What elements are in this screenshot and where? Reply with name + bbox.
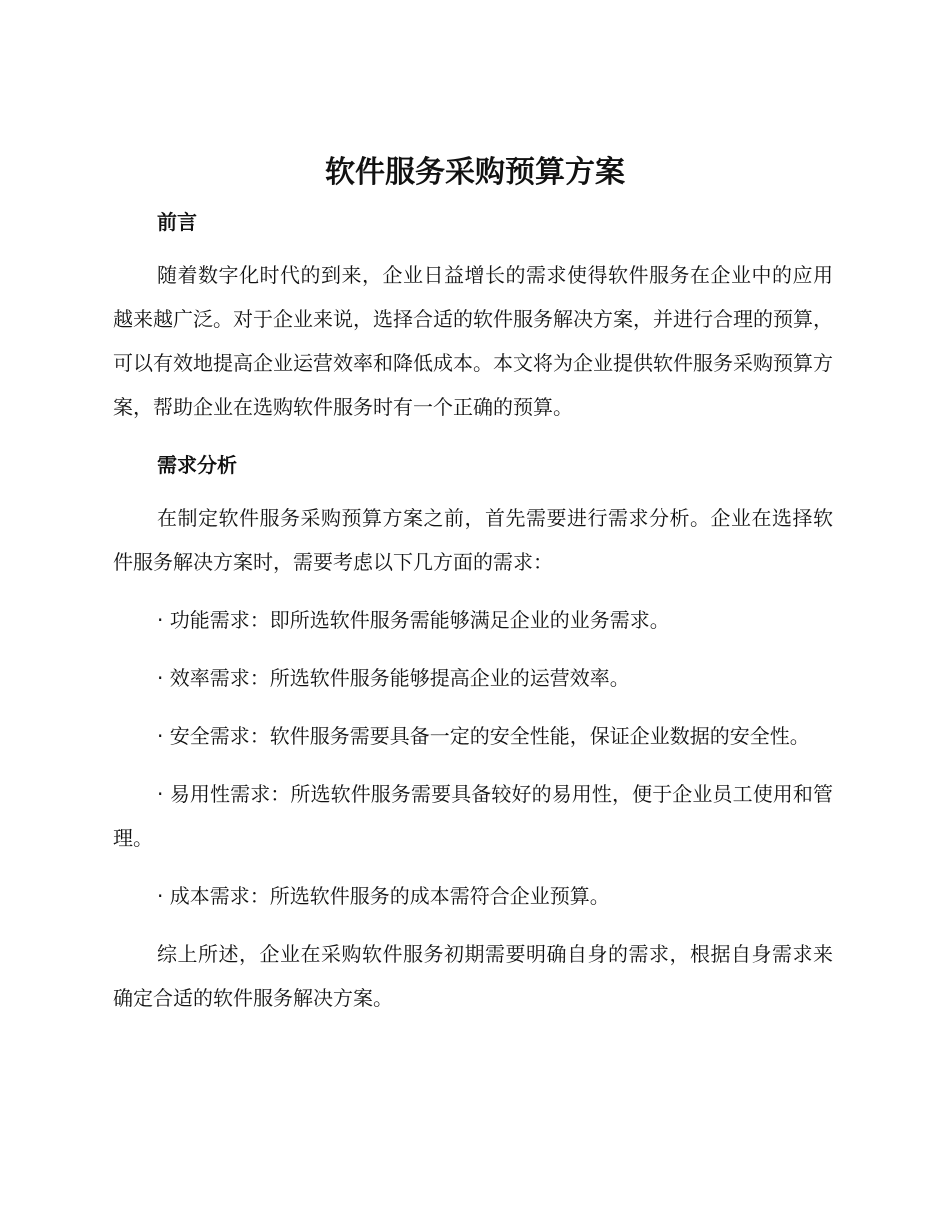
paragraph: 在制定软件服务采购预算方案之前，首先需要进行需求分析。企业在选择软件服务解决方案时，需要考虑以下几方面的需求： <box>113 506 833 574</box>
bullet-item: · 功能需求：即所选软件服务需能够满足企业的业务需求。 <box>157 608 670 632</box>
section-heading-preface: 前言 <box>157 210 197 234</box>
document-title: 软件服务采购预算方案 <box>325 155 625 190</box>
bullet-item: · 安全需求：软件服务需要具备一定的安全性能，保证企业数据的安全性。 <box>157 724 810 748</box>
bullet-item: · 成本需求：所选软件服务的成本需符合企业预算。 <box>157 884 610 908</box>
bullet-item: · 易用性需求：所选软件服务需要具备较好的易用性，便于企业员工使用和管理。 <box>113 782 833 850</box>
document-body <box>113 200 833 1034</box>
paragraph: 综上所述，企业在采购软件服务初期需要明确自身的需求，根据自身需求来确定合适的软件服务解决方案。 <box>113 942 833 1010</box>
bullet-item: · 效率需求：所选软件服务能够提高企业的运营效率。 <box>157 666 630 690</box>
section-heading-needs-analysis: 需求分析 <box>157 453 237 477</box>
paragraph: 随着数字化时代的到来，企业日益增长的需求使得软件服务在企业中的应用越来越广泛。对于企业来说，选择合适的软件服务解决方案，并进行合理的预算，可以有效地提高企业运营效率和降低成本。本文将为企业提供软件服务采购预算方案，帮助企业在选购软件服务时有一个正确的预算。 <box>113 263 833 419</box>
